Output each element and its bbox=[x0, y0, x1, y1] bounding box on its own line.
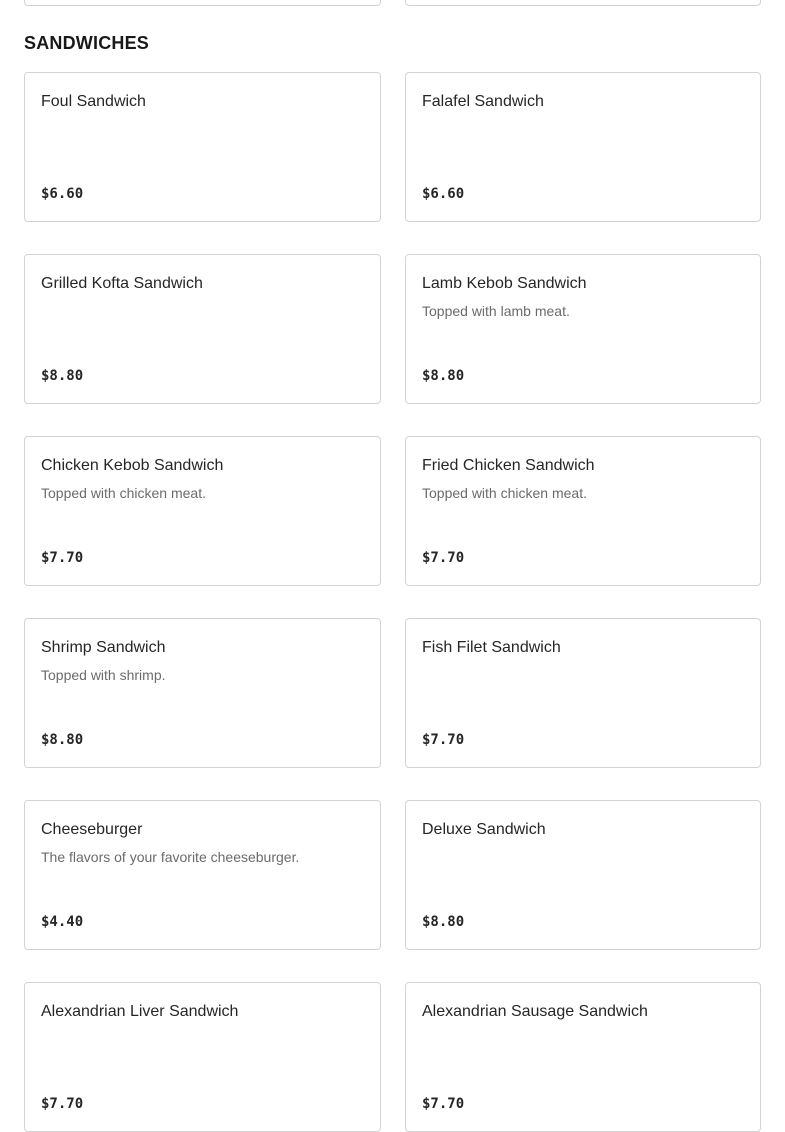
menu-item-price: $7.70 bbox=[422, 1096, 465, 1112]
menu-item-name: Grilled Kofta Sandwich bbox=[41, 275, 203, 292]
menu-item-card[interactable] bbox=[405, 982, 761, 1132]
menu-item-price: $8.80 bbox=[41, 732, 84, 748]
menu-item-card[interactable] bbox=[405, 72, 761, 222]
menu-item-description: Topped with chicken meat. bbox=[422, 485, 587, 501]
menu-item-card[interactable] bbox=[405, 800, 761, 950]
menu-item-name: Falafel Sandwich bbox=[422, 93, 544, 110]
menu-item-price: $8.80 bbox=[422, 368, 465, 384]
menu-items-grid bbox=[24, 72, 761, 1132]
menu-item-name: Chicken Kebob Sandwich bbox=[41, 457, 224, 474]
menu-item-card[interactable] bbox=[24, 800, 381, 950]
menu-item-price: $8.80 bbox=[422, 914, 465, 930]
menu-item-card[interactable] bbox=[24, 436, 381, 586]
menu-item-price: $7.70 bbox=[422, 732, 465, 748]
previous-menu-item-card[interactable] bbox=[405, 0, 761, 6]
menu-item-card[interactable] bbox=[24, 72, 381, 222]
menu-item-card[interactable] bbox=[405, 436, 761, 586]
menu-item-description: Topped with chicken meat. bbox=[41, 485, 206, 501]
menu-item-name: Fried Chicken Sandwich bbox=[422, 457, 595, 474]
menu-item-name: Alexandrian Sausage Sandwich bbox=[422, 1003, 648, 1020]
menu-item-name: Alexandrian Liver Sandwich bbox=[41, 1003, 239, 1020]
menu-item-price: $7.70 bbox=[422, 550, 465, 566]
menu-item-name: Cheeseburger bbox=[41, 821, 143, 838]
menu-item-description: Topped with shrimp. bbox=[41, 667, 166, 683]
menu-item-description: Topped with lamb meat. bbox=[422, 303, 570, 319]
menu-item-description: The flavors of your favorite cheeseburger. bbox=[41, 849, 300, 865]
menu-item-name: Deluxe Sandwich bbox=[422, 821, 546, 838]
previous-section-cards bbox=[24, 0, 761, 6]
previous-menu-item-card[interactable] bbox=[24, 0, 381, 6]
menu-item-name: Lamb Kebob Sandwich bbox=[422, 275, 587, 292]
menu-item-price: $6.60 bbox=[41, 186, 84, 202]
menu-item-price: $7.70 bbox=[41, 550, 84, 566]
menu-item-card[interactable] bbox=[405, 618, 761, 768]
menu-item-price: $7.70 bbox=[41, 1096, 84, 1112]
menu-item-card[interactable] bbox=[24, 254, 381, 404]
menu-item-name: Foul Sandwich bbox=[41, 93, 146, 110]
menu-item-name: Fish Filet Sandwich bbox=[422, 639, 561, 656]
menu-item-card[interactable] bbox=[24, 618, 381, 768]
section-title: SANDWICHES bbox=[24, 33, 150, 53]
menu-item-price: $8.80 bbox=[41, 368, 84, 384]
menu-item-card[interactable] bbox=[405, 254, 761, 404]
menu-item-price: $4.40 bbox=[41, 914, 84, 930]
menu-item-card[interactable] bbox=[24, 982, 381, 1132]
menu-item-price: $6.60 bbox=[422, 186, 465, 202]
menu-item-name: Shrimp Sandwich bbox=[41, 639, 166, 656]
